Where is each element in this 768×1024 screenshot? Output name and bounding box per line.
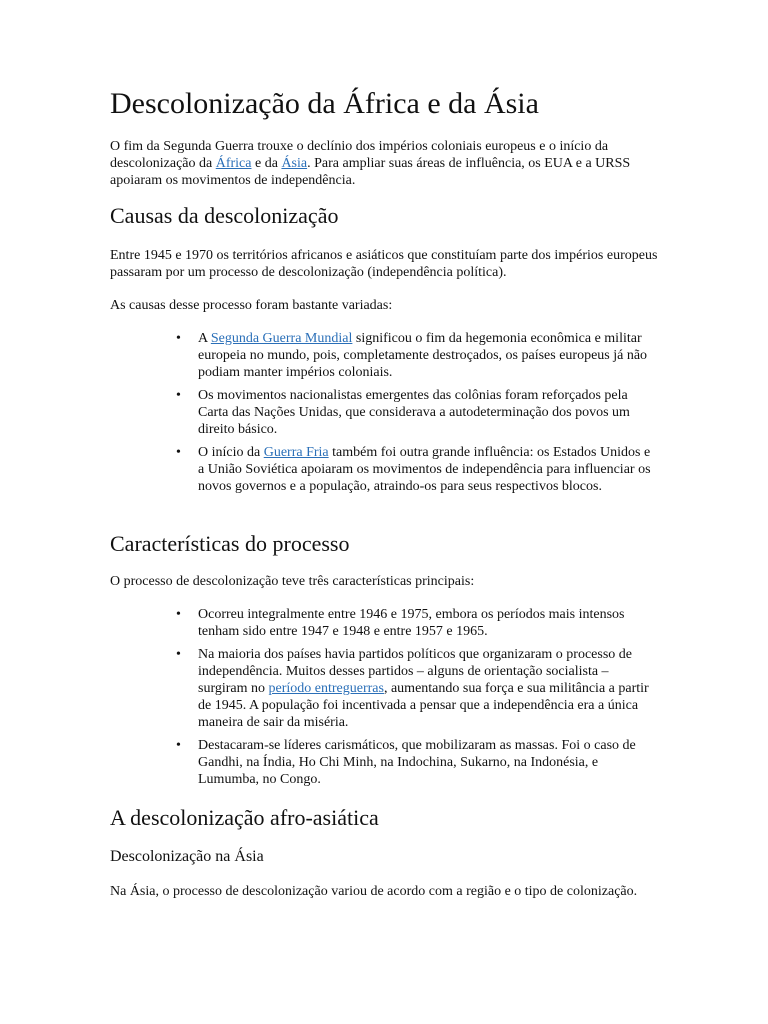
link-guerra-fria[interactable]: Guerra Fria [263,445,329,460]
intro-paragraph [110,138,670,189]
causas-list [176,330,656,501]
link-periodo-entreguerras[interactable]: período entreguerras [268,681,384,696]
causas-paragraph-2: As causas desse processo foram bastante variadas: [110,298,393,313]
section-heading-caracteristicas: Características do processo [110,531,350,556]
intro-text: e da [251,156,282,171]
list-item-text: O início da [198,445,264,460]
section-heading-afro-asiatica: A descolonização afro-asiática [110,805,379,830]
list-item: • Ocorreu integralmente entre 1946 e 1975, embora os períodos mais intensos tenham sido entre 1947 e 1948 e entre 1957 e 1965. [176,606,656,640]
causas-paragraph-1: Entre 1945 e 1970 os territórios africanos e asiáticos que constituíam parte dos impérios europeus passaram por um processo de descolonização (independência política). [110,248,658,280]
page-title: Descolonização da África e da Ásia [110,87,539,120]
subsection-heading-asia: Descolonização na Ásia [110,848,264,865]
list-item-text: também foi outra grande influência: os Estados Unidos e a União Soviética apoiaram os movimentos de independência para influenciar os novos governos e a população, atraindo-os para seus respectivos blocos. [198,445,651,494]
caracteristicas-paragraph: O processo de descolonização teve três características principais: [110,574,475,589]
list-item-text: , aumentando sua força e sua militância a partir de 1945. A população foi incentivada a pensar que a independência era a única maneira de sair da miséria. [198,681,649,730]
list-item [176,330,656,381]
caracteristicas-list [176,606,656,794]
list-item [176,646,656,731]
list-item: • Destacaram-se líderes carismáticos, que mobilizaram as massas. Foi o caso de Gandhi, na Índia, Ho Chi Minh, na Indochina, Sukarno, na Indonésia, e Lumumba, no Congo. [176,737,656,788]
list-item-text: Na maioria dos países havia partidos políticos que organizaram o processo de independência. Muitos desses partidos – alguns de orientação socialista – surgiram no [198,647,633,696]
section-heading-causas: Causas da descolonização [110,203,339,228]
list-item-text: significou o fim da hegemonia econômica e militar europeia no mundo, pois, completamente destroçados, os países europeus já não podiam manter impérios coloniais. [198,331,648,380]
list-item-text: A [198,331,211,346]
list-item [176,444,656,495]
asia-paragraph: Na Ásia, o processo de descolonização variou de acordo com a região e o tipo de colonização. [110,884,638,899]
intro-text: . Para ampliar suas áreas de influência, os EUA e a URSS apoiaram os movimentos de independência. [110,156,631,188]
link-segunda-guerra-mundial[interactable]: Segunda Guerra Mundial [210,331,353,346]
link-africa[interactable]: África [215,156,252,171]
list-item: • Os movimentos nacionalistas emergentes das colônias foram reforçados pela Carta das Nações Unidas, que considerava a autodeterminação dos povos um direito básico. [176,387,656,438]
link-asia[interactable]: Ásia [281,156,308,171]
intro-text: O fim da Segunda Guerra trouxe o declínio dos impérios coloniais europeus e o início da descolonização da [110,139,609,171]
